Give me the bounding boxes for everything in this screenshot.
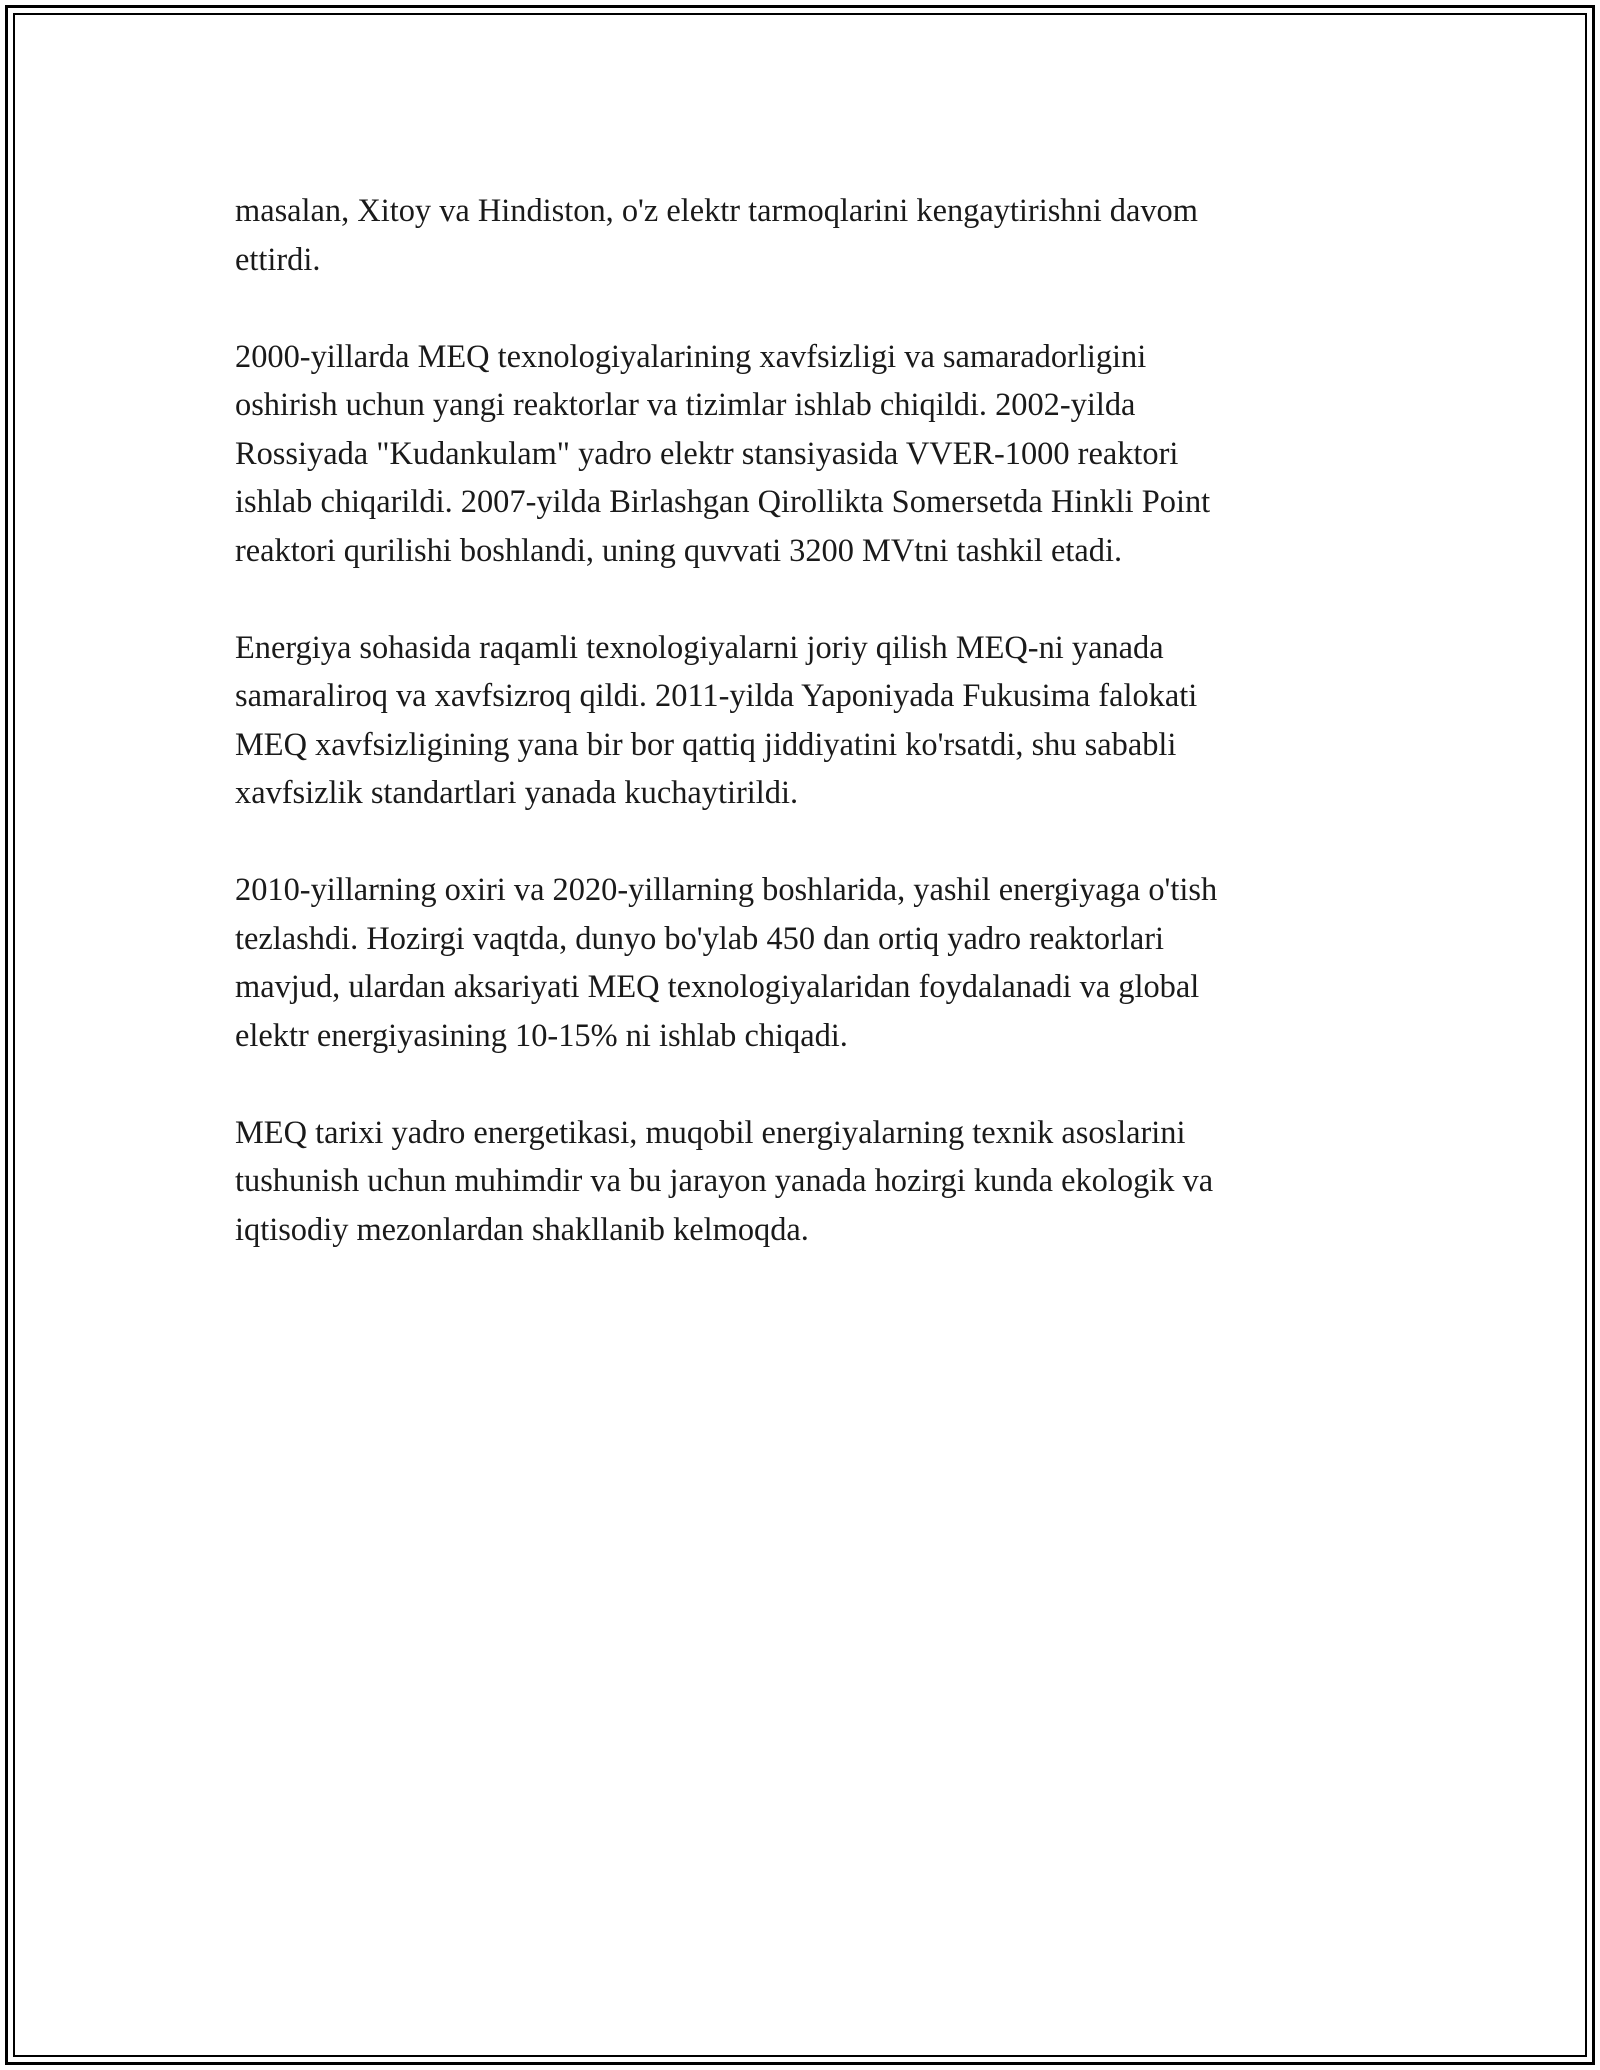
text-line: 2000-yillarda MEQ texnologiyalarining xavfsizligi va samaradorligini <box>235 338 1147 375</box>
text-line: masalan, Xitoy va Hindiston, o'z elektr tarmoqlarini kengaytirishni davom <box>235 193 1198 229</box>
text-line: MEQ xavfsizligining yana bir bor qattiq jiddiyatini ko'rsatdi, shu sababli <box>235 726 1177 763</box>
text-line: tushunish uchun muhimdir va bu jarayon yanada hozirgi kunda ekologik va <box>235 1163 1214 1199</box>
text-line: reaktori qurilishi boshlandi, uning quvvati 3200 MVtni tashkil etadi. <box>235 532 1123 569</box>
text-line: ishlab chiqarildi. 2007-yilda Birlashgan Qirollikta Somersetda Hinkli Point <box>235 484 1211 520</box>
text-line: elektr energiyasining 10-15% ni ishlab chiqadi. <box>235 1017 848 1054</box>
text-line: mavjud, ulardan aksariyati MEQ texnologiyalaridan foydalanadi va global <box>235 969 1200 1005</box>
text-line: Rossiyada "Kudankulam" yadro elektr stansiyasida VVER-1000 reaktori <box>235 435 1179 472</box>
text-line: iqtisodiy mezonlardan shakllanib kelmoqda. <box>235 1211 809 1248</box>
text-line: samaraliroq va xavfsizroq qildi. 2011-yilda Yaponiyada Fukusima falokati <box>235 678 1198 714</box>
text-line: 2010-yillarning oxiri va 2020-yillarning boshlarida, yashil energiyaga o'tish <box>235 872 1218 908</box>
paragraph-4 <box>235 866 1370 1060</box>
text-line: xavfsizlik standartlari yanada kuchaytirildi. <box>235 775 799 811</box>
text-line: oshirish uchun yangi reaktorlar va tizimlar ishlab chiqildi. 2002-yilda <box>235 387 1136 423</box>
text-line: ettirdi. <box>235 241 321 278</box>
paragraph-2 <box>235 333 1370 576</box>
text-line: MEQ tarixi yadro energetikasi, muqobil energiyalarning texnik asoslarini <box>235 1114 1186 1151</box>
text-line: tezlashdi. Hozirgi vaqtda, dunyo bo'ylab 450 dan ortiq yadro reaktorlari <box>235 920 1165 957</box>
paragraph-5 <box>235 1109 1370 1255</box>
text-line: Energiya sohasida raqamli texnologiyalarni joriy qilish MEQ-ni yanada <box>235 629 1164 666</box>
paragraph-3 <box>235 624 1370 818</box>
paragraph-1 <box>235 187 1370 284</box>
document-body <box>235 187 1370 1303</box>
